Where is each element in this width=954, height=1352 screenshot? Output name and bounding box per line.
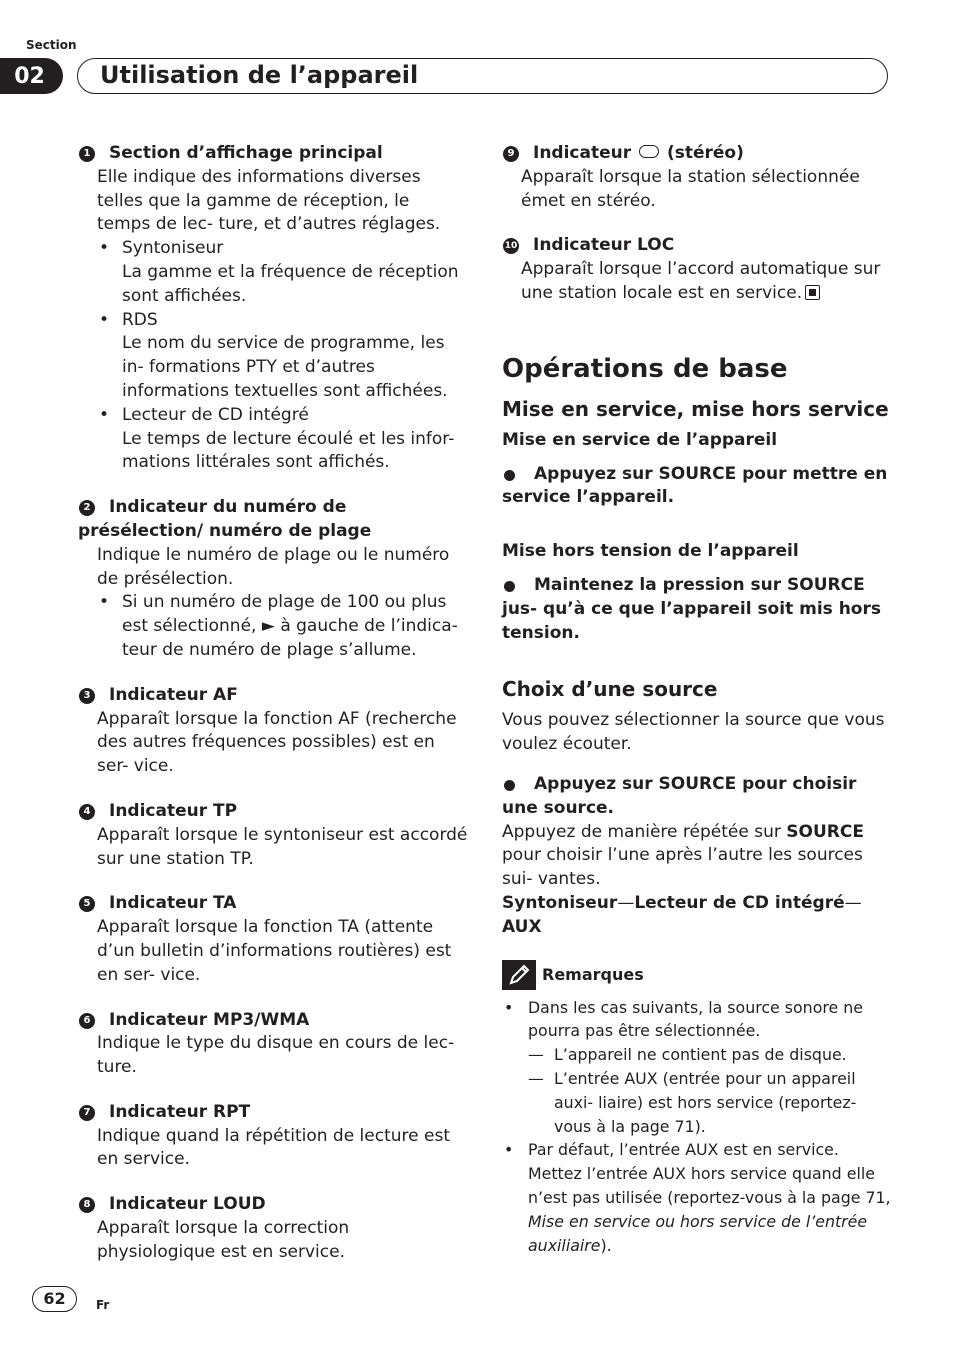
power-off-heading: Mise hors tension de l’appareil xyxy=(502,541,799,562)
legend-item-8 xyxy=(78,1193,468,1264)
step-text: Appuyez sur SOURCE pour choisir une source. xyxy=(502,773,857,818)
pencil-icon xyxy=(502,960,536,990)
item-body: Apparaît lorsque l’accord automatique sur une station locale est en service. xyxy=(521,259,881,303)
callout-number: 3 xyxy=(79,688,95,704)
legend-item-7 xyxy=(78,1101,468,1172)
source-intro: Vous pouvez sélectionner la source que vous voulez écouter. xyxy=(502,710,885,755)
stereo-icon xyxy=(639,145,659,158)
section-label: Section xyxy=(26,38,77,52)
callout-number: 5 xyxy=(79,896,95,912)
legend-item-1 xyxy=(78,142,468,475)
source-option: AUX xyxy=(502,916,542,937)
note-item: • Dans les cas suivants, la source sonore ne pourra pas être sélectionnée. xyxy=(502,996,892,1044)
callout-number: 2 xyxy=(79,500,95,516)
bullet-text: Le temps de lecture écoulé et les infor- mations littérales sont affichés. xyxy=(122,428,455,473)
callout-number: 1 xyxy=(79,146,95,162)
legend-item-3 xyxy=(78,684,468,779)
language-code: Fr xyxy=(96,1298,110,1312)
item-title: Indicateur LOUD xyxy=(109,1194,266,1215)
bullet-text: La gamme et la fréquence de réception sont affichées. xyxy=(122,261,459,306)
source-keyword: SOURCE xyxy=(786,821,864,842)
notes-header xyxy=(502,960,892,990)
item-body: Indique le numéro de plage ou le numéro de présélection. xyxy=(97,544,450,589)
legend-item-5 xyxy=(78,892,468,987)
separator: — xyxy=(844,892,862,913)
callout-number: 4 xyxy=(79,804,95,820)
right-column xyxy=(502,142,892,1257)
item-title: Indicateur xyxy=(533,143,632,163)
callout-number: 10 xyxy=(503,238,519,254)
item-body: Indique quand la répétition de lecture est en service. xyxy=(97,1125,450,1170)
item-title: Section d’affichage principal xyxy=(109,143,383,163)
main-heading: Opérations de base xyxy=(502,353,788,384)
item-title: Indicateur TA xyxy=(109,893,237,914)
step-text: Maintenez la pression sur SOURCE jus- qu’à ce que l’appareil soit mis hors tension. xyxy=(502,574,881,643)
power-off-step xyxy=(502,574,892,645)
item-title-suffix: (stéréo) xyxy=(666,143,744,163)
source-option: Syntoniseur xyxy=(502,892,618,913)
note-link-text: Mise en service ou hors service de l’entrée auxiliaire xyxy=(528,1211,868,1255)
item-title: Indicateur RPT xyxy=(109,1101,251,1122)
legend-item-4 xyxy=(78,800,468,871)
note-text: Par défaut, l’entrée AUX est en service. Mettez l’entrée AUX hors service quand elle n’est pas utilisée (reportez-vous à la page 71, xyxy=(528,1140,891,1207)
callout-number: 6 xyxy=(79,1013,95,1029)
callout-number: 7 xyxy=(79,1105,95,1121)
power-heading: Mise en service, mise hors service xyxy=(502,396,889,421)
separator: — xyxy=(617,892,635,913)
item-title: Indicateur LOC xyxy=(533,235,675,256)
note-item xyxy=(502,1138,892,1257)
callout-number: 8 xyxy=(79,1197,95,1213)
notes-title: Remarques xyxy=(542,964,644,984)
end-mark-icon xyxy=(805,285,820,300)
step-bullet-icon xyxy=(504,780,515,791)
notes-list xyxy=(502,996,892,1258)
legend-item-9 xyxy=(502,142,892,213)
power-on-heading: Mise en service de l’appareil xyxy=(502,429,778,450)
item-body: Indique le type du disque en cours de lec- ture. xyxy=(97,1033,455,1078)
note-subitem: — L’entrée AUX (entrée pour un appareil auxi- liaire) est hors service (reportez-vous à la page 71). xyxy=(502,1067,892,1138)
item-title: Indicateur MP3/WMA xyxy=(109,1009,310,1030)
bullet-text: • Si un numéro de plage de 100 ou plus est sélectionné, ► à gauche de l’indica- teur de numéro de plage s’allume. xyxy=(78,591,468,662)
item-title: Indicateur TP xyxy=(109,800,238,821)
item-body: Apparaît lorsque la fonction AF (recherche des autres fréquences possibles) est en ser- vice. xyxy=(97,708,457,777)
source-step xyxy=(502,773,892,821)
source-option: Lecteur de CD intégré xyxy=(634,892,845,913)
section-number-badge: 02 xyxy=(0,58,63,94)
legend-item-10 xyxy=(502,234,892,305)
bullet-label: • RDS xyxy=(78,309,468,333)
legend-item-2 xyxy=(78,496,468,663)
detail-text: pour choisir l’une après l’autre les sources sui- vantes. xyxy=(502,845,863,890)
item-body: Apparaît lorsque la fonction TA (attente d’un bulletin d’informations routières) est en ser- vice. xyxy=(97,917,452,985)
left-column xyxy=(78,142,468,1286)
source-heading: Choix d’une source xyxy=(502,677,718,702)
power-on-step xyxy=(502,463,892,511)
item-body: Elle indique des informations diverses telles que la gamme de réception, le temps de lec- ture, et d’autres réglages. xyxy=(97,166,441,235)
page-number: 62 xyxy=(32,1286,77,1312)
page-title: Utilisation de l’appareil xyxy=(77,58,888,94)
item-body: Apparaît lorsque la station sélectionnée émet en stéréo. xyxy=(521,166,860,211)
step-bullet-icon xyxy=(504,470,515,481)
legend-item-6 xyxy=(78,1009,468,1080)
source-sequence xyxy=(502,892,892,940)
bullet-text: Le nom du service de programme, les in- formations PTY et d’autres informations textuelles sont affichées. xyxy=(122,333,448,401)
note-subitem: — L’appareil ne contient pas de disque. xyxy=(502,1043,892,1067)
bullet-label: • Lecteur de CD intégré xyxy=(78,404,468,428)
source-detail xyxy=(502,821,892,892)
item-body: Apparaît lorsque le syntoniseur est accordé sur une station TP. xyxy=(97,824,468,869)
detail-text: Appuyez de manière répétée sur xyxy=(502,821,781,842)
bullet-label: • Syntoniseur xyxy=(78,237,468,261)
item-title: Indicateur AF xyxy=(109,684,238,705)
callout-number: 9 xyxy=(503,146,519,162)
step-text: Appuyez sur SOURCE pour mettre en service l’appareil. xyxy=(502,463,888,508)
step-bullet-icon xyxy=(504,581,515,592)
item-title: Indicateur du numéro de présélection/ numéro de plage xyxy=(78,497,372,541)
item-body: Apparaît lorsque la correction physiologique est en service. xyxy=(97,1218,350,1262)
note-text: ). xyxy=(600,1235,612,1255)
